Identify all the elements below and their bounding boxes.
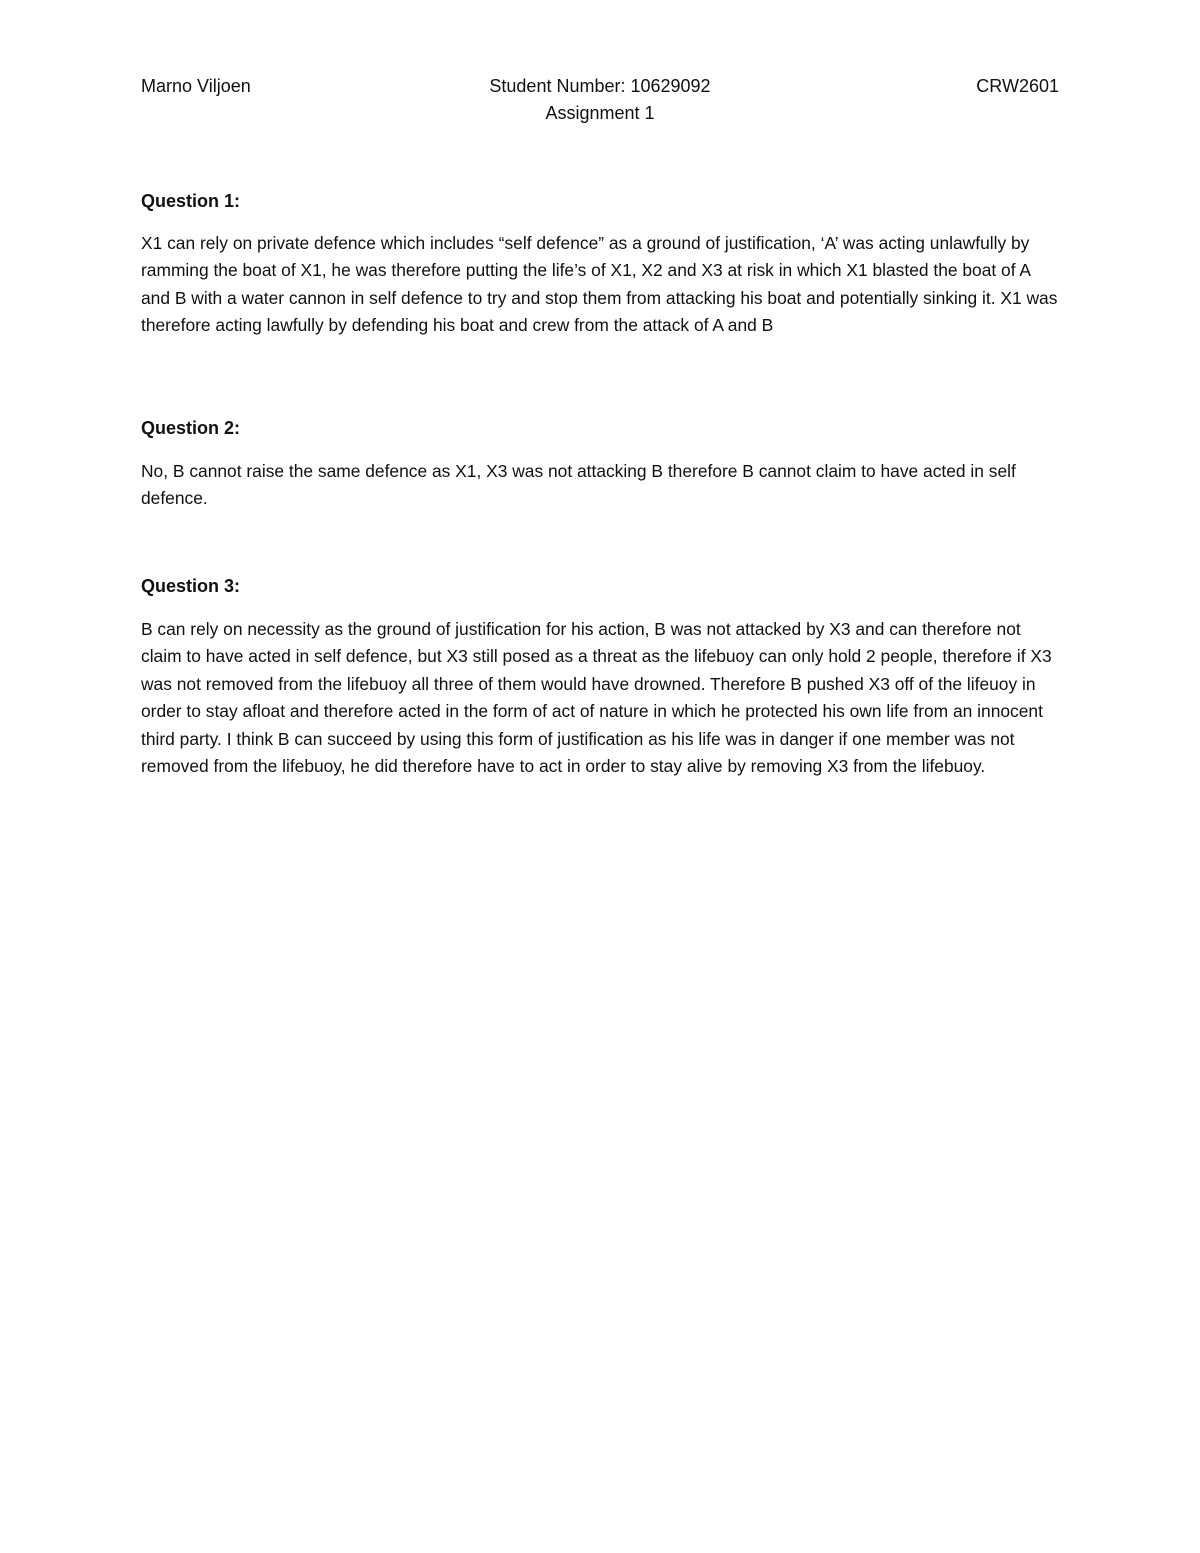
question-1-heading: Question 1: [141,191,241,211]
question-1-answer: X1 can rely on private defence which includes “self defence” as a ground of justification, ‘A’ was acting unlawfully by ramming the boat of X1, he was therefore putting the life’s of X1, X2 and X3 at risk in which X1 blasted the boat of A and B with a water cannon in self defence to try and stop them from attacking his boat and potentially sinking it. X1 was therefore acting lawfully by defending his boat and crew from the attack of A and B [141,233,1058,336]
question-2-answer: No, B cannot raise the same defence as X1, X3 was not attacking B therefore B cannot claim to have acted in self defence. [141,461,1016,509]
course-code: CRW2601 [976,76,1059,96]
question-2-heading: Question 2: [141,418,241,438]
assignment-title: Assignment 1 [545,103,655,123]
question-3-answer: B can rely on necessity as the ground of justification for his action, B was not attacked by X3 and can therefore not claim to have acted in self defence, but X3 still posed as a threat as the lifebuoy can only hold 2 people, therefore if X3 was not removed from the lifebuoy all three of them would have drowned. Therefore B pushed X3 off of the lifeuoy in order to stay afloat and therefore acted in the form of act of nature in which he protected his own life from an innocent third party. I think B can succeed by using this form of justification as his life was in danger if one member was not removed from the lifebuoy, he did therefore have to act in order to stay alive by removing X3 from the lifebuoy. [141,619,1052,777]
student-number: Student Number: 10629092 [489,76,711,96]
question-3-heading: Question 3: [141,576,241,596]
author-name: Marno Viljoen [141,76,251,96]
page-header [141,73,1059,99]
